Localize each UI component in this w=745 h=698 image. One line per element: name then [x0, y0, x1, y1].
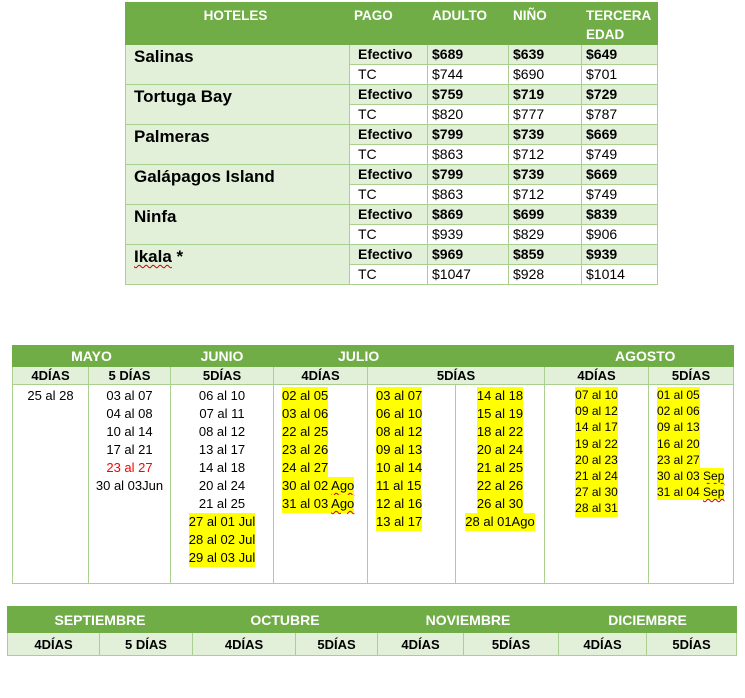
date-range: 09 al 13: [376, 442, 423, 457]
date-range: 19 al 22: [575, 436, 618, 451]
date-range: 08 al 12: [198, 424, 246, 439]
card-price-tercera-edad: $906: [582, 225, 658, 245]
month-octubre: OCTUBRE: [193, 607, 378, 633]
date-range: 21 al 25: [476, 460, 524, 475]
calendar-month-row: [13, 346, 734, 367]
cash-price-nino: $859: [509, 245, 582, 265]
card-price-nino: $712: [509, 185, 582, 205]
card-payment-method: TC: [350, 65, 428, 85]
days-agosto-4: 4DÍAS: [545, 367, 649, 385]
hotel-price-table: [125, 2, 658, 285]
days-agosto-5: 5DÍAS: [649, 367, 734, 385]
days-septiembre-4: 4DÍAS: [8, 633, 100, 656]
days-diciembre-4: 4DÍAS: [559, 633, 647, 656]
date-range: 17 al 21: [106, 442, 153, 457]
date-range: 27 al 01 Jul: [188, 514, 256, 529]
days-julio-5: 5DÍAS: [368, 367, 545, 385]
date-list: [545, 385, 648, 517]
date-range: 15 al 19: [476, 406, 524, 421]
date-range: 09 al 13: [657, 420, 700, 435]
date-range: 20 al 24: [198, 478, 246, 493]
header-adulto: ADULTO: [428, 3, 509, 45]
date-range: 31 al 03 Ago: [282, 496, 355, 511]
date-range: 21 al 25: [198, 496, 246, 511]
dates-julio-4: [274, 385, 368, 584]
date-range: 21 al 24: [575, 468, 618, 483]
departure-calendar-table: [12, 345, 734, 584]
hotel-table-header-row: [126, 3, 658, 45]
card-price-tercera-edad: $1014: [582, 265, 658, 285]
date-range: 28 al 31: [575, 501, 618, 516]
date-range: 23 al 27: [106, 460, 153, 475]
date-range: 30 al 02 Ago: [282, 478, 355, 493]
cash-payment-method: Efectivo: [350, 245, 428, 265]
date-range: 09 al 12: [575, 404, 618, 419]
date-range: 23 al 26: [282, 442, 329, 457]
date-range: 02 al 06: [657, 404, 700, 419]
days-octubre-4: 4DÍAS: [193, 633, 296, 656]
date-range: 03 al 06: [282, 406, 329, 421]
card-price-nino: $712: [509, 145, 582, 165]
date-range: 04 al 08: [106, 406, 153, 421]
cash-payment-method: Efectivo: [350, 85, 428, 105]
card-price-adulto: $1047: [428, 265, 509, 285]
cash-price-tercera-edad: $649: [582, 45, 658, 65]
card-price-tercera-edad: $749: [582, 185, 658, 205]
card-price-adulto: $863: [428, 145, 509, 165]
dates-julio-5a: [368, 385, 456, 584]
date-list: [171, 385, 273, 567]
dates-mayo-4: [13, 385, 89, 584]
hotel-name: [126, 205, 350, 245]
hotel-name-text: Galápagos Island: [134, 167, 275, 186]
month-diciembre: DICIEMBRE: [559, 607, 737, 633]
date-list: [456, 385, 544, 531]
card-price-nino: $928: [509, 265, 582, 285]
card-price-adulto: $820: [428, 105, 509, 125]
date-range: 02 al 05: [282, 388, 329, 403]
date-range: 22 al 26: [476, 478, 524, 493]
days-mayo-5: 5 DÍAS: [89, 367, 171, 385]
cash-price-tercera-edad: $839: [582, 205, 658, 225]
hotel-mark: *: [171, 247, 184, 266]
days-diciembre-5: 5DÍAS: [647, 633, 737, 656]
cash-price-adulto: $799: [428, 165, 509, 185]
bottom-month-row: [8, 607, 737, 633]
cash-price-nino: $719: [509, 85, 582, 105]
header-tercera-edad: TERCERA EDAD: [582, 3, 658, 45]
date-range: 28 al 01Ago: [465, 514, 535, 529]
card-payment-method: TC: [350, 105, 428, 125]
date-list: [89, 385, 170, 495]
date-range: 14 al 18: [476, 388, 524, 403]
date-range: 27 al 30: [575, 485, 618, 500]
date-range: 24 al 27: [282, 460, 329, 475]
date-range: 13 al 17: [376, 514, 423, 529]
hotel-cash-row: [126, 125, 658, 145]
date-list: [649, 385, 733, 500]
month-agosto: AGOSTO: [545, 346, 734, 367]
hotel-cash-row: [126, 205, 658, 225]
date-range: 31 al 04 Sep: [657, 485, 725, 500]
dates-julio-5b: [456, 385, 545, 584]
hotel-name: [126, 165, 350, 205]
cash-price-nino: $739: [509, 165, 582, 185]
header-hoteles: HOTELES: [126, 3, 350, 45]
date-list: [274, 385, 367, 513]
days-septiembre-5: 5 DÍAS: [100, 633, 193, 656]
date-range: 28 al 02 Jul: [188, 532, 256, 547]
card-price-nino: $690: [509, 65, 582, 85]
date-range: 18 al 22: [476, 424, 524, 439]
date-range: 07 al 10: [575, 388, 618, 402]
hotel-name: [126, 85, 350, 125]
cash-payment-method: Efectivo: [350, 165, 428, 185]
cash-price-nino: $639: [509, 45, 582, 65]
date-range: 29 al 03 Jul: [188, 550, 256, 565]
date-list: [13, 385, 88, 405]
date-range: 30 al 03 Sep: [657, 468, 725, 483]
date-range: 22 al 25: [282, 424, 329, 439]
hotel-cash-row: [126, 45, 658, 65]
date-range: 30 al 03Jun: [95, 478, 164, 493]
calendar-days-row: [13, 367, 734, 385]
date-range: 06 al 10: [376, 406, 423, 421]
date-range: 20 al 23: [575, 452, 618, 467]
date-range: 01 al 05: [657, 388, 700, 402]
cash-price-tercera-edad: $939: [582, 245, 658, 265]
dates-mayo-5: [89, 385, 171, 584]
cash-price-adulto: $869: [428, 205, 509, 225]
dates-junio-5: [171, 385, 274, 584]
month-mayo: MAYO: [13, 346, 171, 367]
card-payment-method: TC: [350, 145, 428, 165]
remaining-months-table: [7, 606, 737, 656]
days-junio-5: 5DÍAS: [171, 367, 274, 385]
date-range: 23 al 27: [657, 452, 700, 467]
card-payment-method: TC: [350, 185, 428, 205]
hotel-name-text: Palmeras: [134, 127, 210, 146]
calendar-dates-row: [13, 385, 734, 584]
dates-agosto-4: [545, 385, 649, 584]
hotel-name-text: Ninfa: [134, 207, 177, 226]
date-range: 13 al 17: [198, 442, 246, 457]
cash-price-adulto: $799: [428, 125, 509, 145]
date-range: 06 al 10: [198, 388, 246, 403]
card-price-tercera-edad: $787: [582, 105, 658, 125]
cash-price-adulto: $969: [428, 245, 509, 265]
date-range: 14 al 17: [575, 420, 618, 435]
days-noviembre-5: 5DÍAS: [464, 633, 559, 656]
hotel-cash-row: [126, 245, 658, 265]
card-price-adulto: $863: [428, 185, 509, 205]
hotel-cash-row: [126, 165, 658, 185]
date-range: 03 al 07: [376, 388, 423, 403]
date-range: 16 al 20: [657, 436, 700, 451]
cash-price-tercera-edad: $729: [582, 85, 658, 105]
days-mayo-4: 4DÍAS: [13, 367, 89, 385]
card-price-nino: $777: [509, 105, 582, 125]
date-range: 25 al 28: [27, 388, 74, 403]
hotel-name-text: Ikala: [134, 247, 172, 266]
dates-agosto-5: [649, 385, 734, 584]
days-octubre-5: 5DÍAS: [296, 633, 378, 656]
month-noviembre: NOVIEMBRE: [378, 607, 559, 633]
cash-price-tercera-edad: $669: [582, 125, 658, 145]
card-price-tercera-edad: $749: [582, 145, 658, 165]
cash-price-tercera-edad: $669: [582, 165, 658, 185]
date-range: 10 al 14: [376, 460, 423, 475]
cash-payment-method: Efectivo: [350, 125, 428, 145]
card-price-adulto: $744: [428, 65, 509, 85]
month-junio: JUNIO: [171, 346, 274, 367]
cash-payment-method: Efectivo: [350, 205, 428, 225]
card-payment-method: TC: [350, 265, 428, 285]
date-range: 03 al 07: [106, 388, 153, 403]
date-range: 10 al 14: [106, 424, 153, 439]
date-range: 14 al 18: [198, 460, 246, 475]
hotel-name: [126, 45, 350, 85]
days-noviembre-4: 4DÍAS: [378, 633, 464, 656]
cash-price-adulto: $759: [428, 85, 509, 105]
card-price-tercera-edad: $701: [582, 65, 658, 85]
month-septiembre: SEPTIEMBRE: [8, 607, 193, 633]
hotel-table-body: [126, 45, 658, 285]
hotel-name: [126, 245, 350, 285]
cash-price-adulto: $689: [428, 45, 509, 65]
hotel-name: [126, 125, 350, 165]
month-julio: JULIO: [274, 346, 545, 367]
date-list: [368, 385, 455, 531]
bottom-days-row: [8, 633, 737, 656]
hotel-cash-row: [126, 85, 658, 105]
hotel-name-text: Salinas: [134, 47, 194, 66]
date-range: 12 al 16: [376, 496, 423, 511]
header-nino: NIÑO: [509, 3, 582, 45]
card-price-adulto: $939: [428, 225, 509, 245]
date-range: 07 al 11: [199, 406, 245, 421]
date-range: 11 al 15: [376, 478, 422, 493]
cash-price-nino: $699: [509, 205, 582, 225]
date-range: 26 al 30: [476, 496, 524, 511]
date-range: 08 al 12: [376, 424, 423, 439]
header-pago: PAGO: [350, 3, 428, 45]
cash-payment-method: Efectivo: [350, 45, 428, 65]
hotel-name-text: Tortuga Bay: [134, 87, 232, 106]
card-price-nino: $829: [509, 225, 582, 245]
date-range: 20 al 24: [476, 442, 524, 457]
cash-price-nino: $739: [509, 125, 582, 145]
card-payment-method: TC: [350, 225, 428, 245]
days-julio-4: 4DÍAS: [274, 367, 368, 385]
